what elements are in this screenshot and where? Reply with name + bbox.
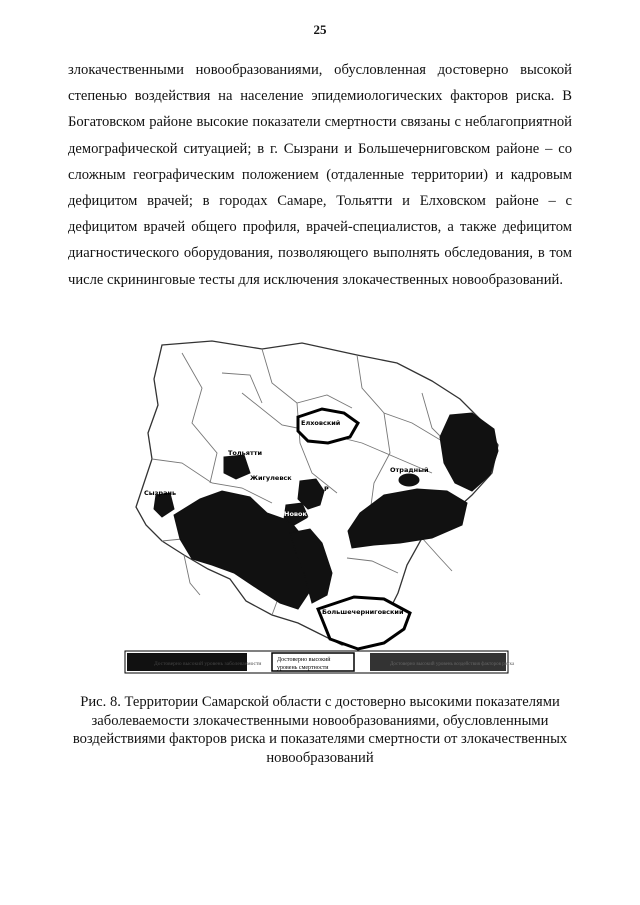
body-paragraph-text: злокачественными новообразованиями, обусловленная достоверно высокой степенью воздействия на население эпидемиологических факторов риска. В Богатовском районе высокие показатели смертности связаны с неблагоприятной демографической ситуацией; в г. Сызрани и Большечерниговском районе – со сложным географическим положением (отдаленные территории) и кадровым дефицитом врачей; в городах Самаре, Тольятти и Елховском районе – с дефицитом врачей общего профиля, врачей-специалистов, а также дефицитом диагностического оборудования, позволяющего выполнять обследования, в том числе скрининговые тесты для исключения злокачественных новообразований. <box>68 62 572 288</box>
label-samara-abbr: Р <box>324 485 329 493</box>
legend-item-mortality-line1: Достоверно высокий <box>277 657 331 663</box>
label-otradny: Отрадный <box>390 466 429 474</box>
region-map <box>122 333 520 678</box>
legend-item-incidence: Достоверно высокий уровень заболеваемости <box>154 661 262 667</box>
label-novokuibyshevsk: Новокуйбышевск <box>284 510 350 518</box>
label-zhigulevsk: Жигулевск <box>250 474 292 482</box>
label-bolshechernigovsky: Большечерниговский <box>322 608 404 616</box>
label-syzran: Сызрань <box>144 489 177 497</box>
page-number: 25 <box>313 22 327 37</box>
region-map-figure <box>122 333 520 678</box>
figure-caption <box>60 693 580 767</box>
label-tolyatti: Тольятти <box>228 449 263 457</box>
dark-area-otradny <box>399 474 419 486</box>
figure-caption-text: Рис. 8. Территории Самарской области с достоверно высокими показателями заболеваемости злокачественными новообразованиями, обусловленными воздействиями факторов риска и показателями смертности от злокачественных новообразований <box>72 694 568 766</box>
outlined-area-bolshechernigovsky <box>318 597 410 649</box>
label-elkhovsky: Елховский <box>301 419 341 427</box>
legend-item-risk-factors: Достоверно высокий уровень воздействия факторов риска <box>390 662 515 667</box>
body-paragraph <box>68 57 572 293</box>
map-legend <box>125 651 515 673</box>
legend-item-mortality-line2: уровень смертности <box>277 665 329 671</box>
